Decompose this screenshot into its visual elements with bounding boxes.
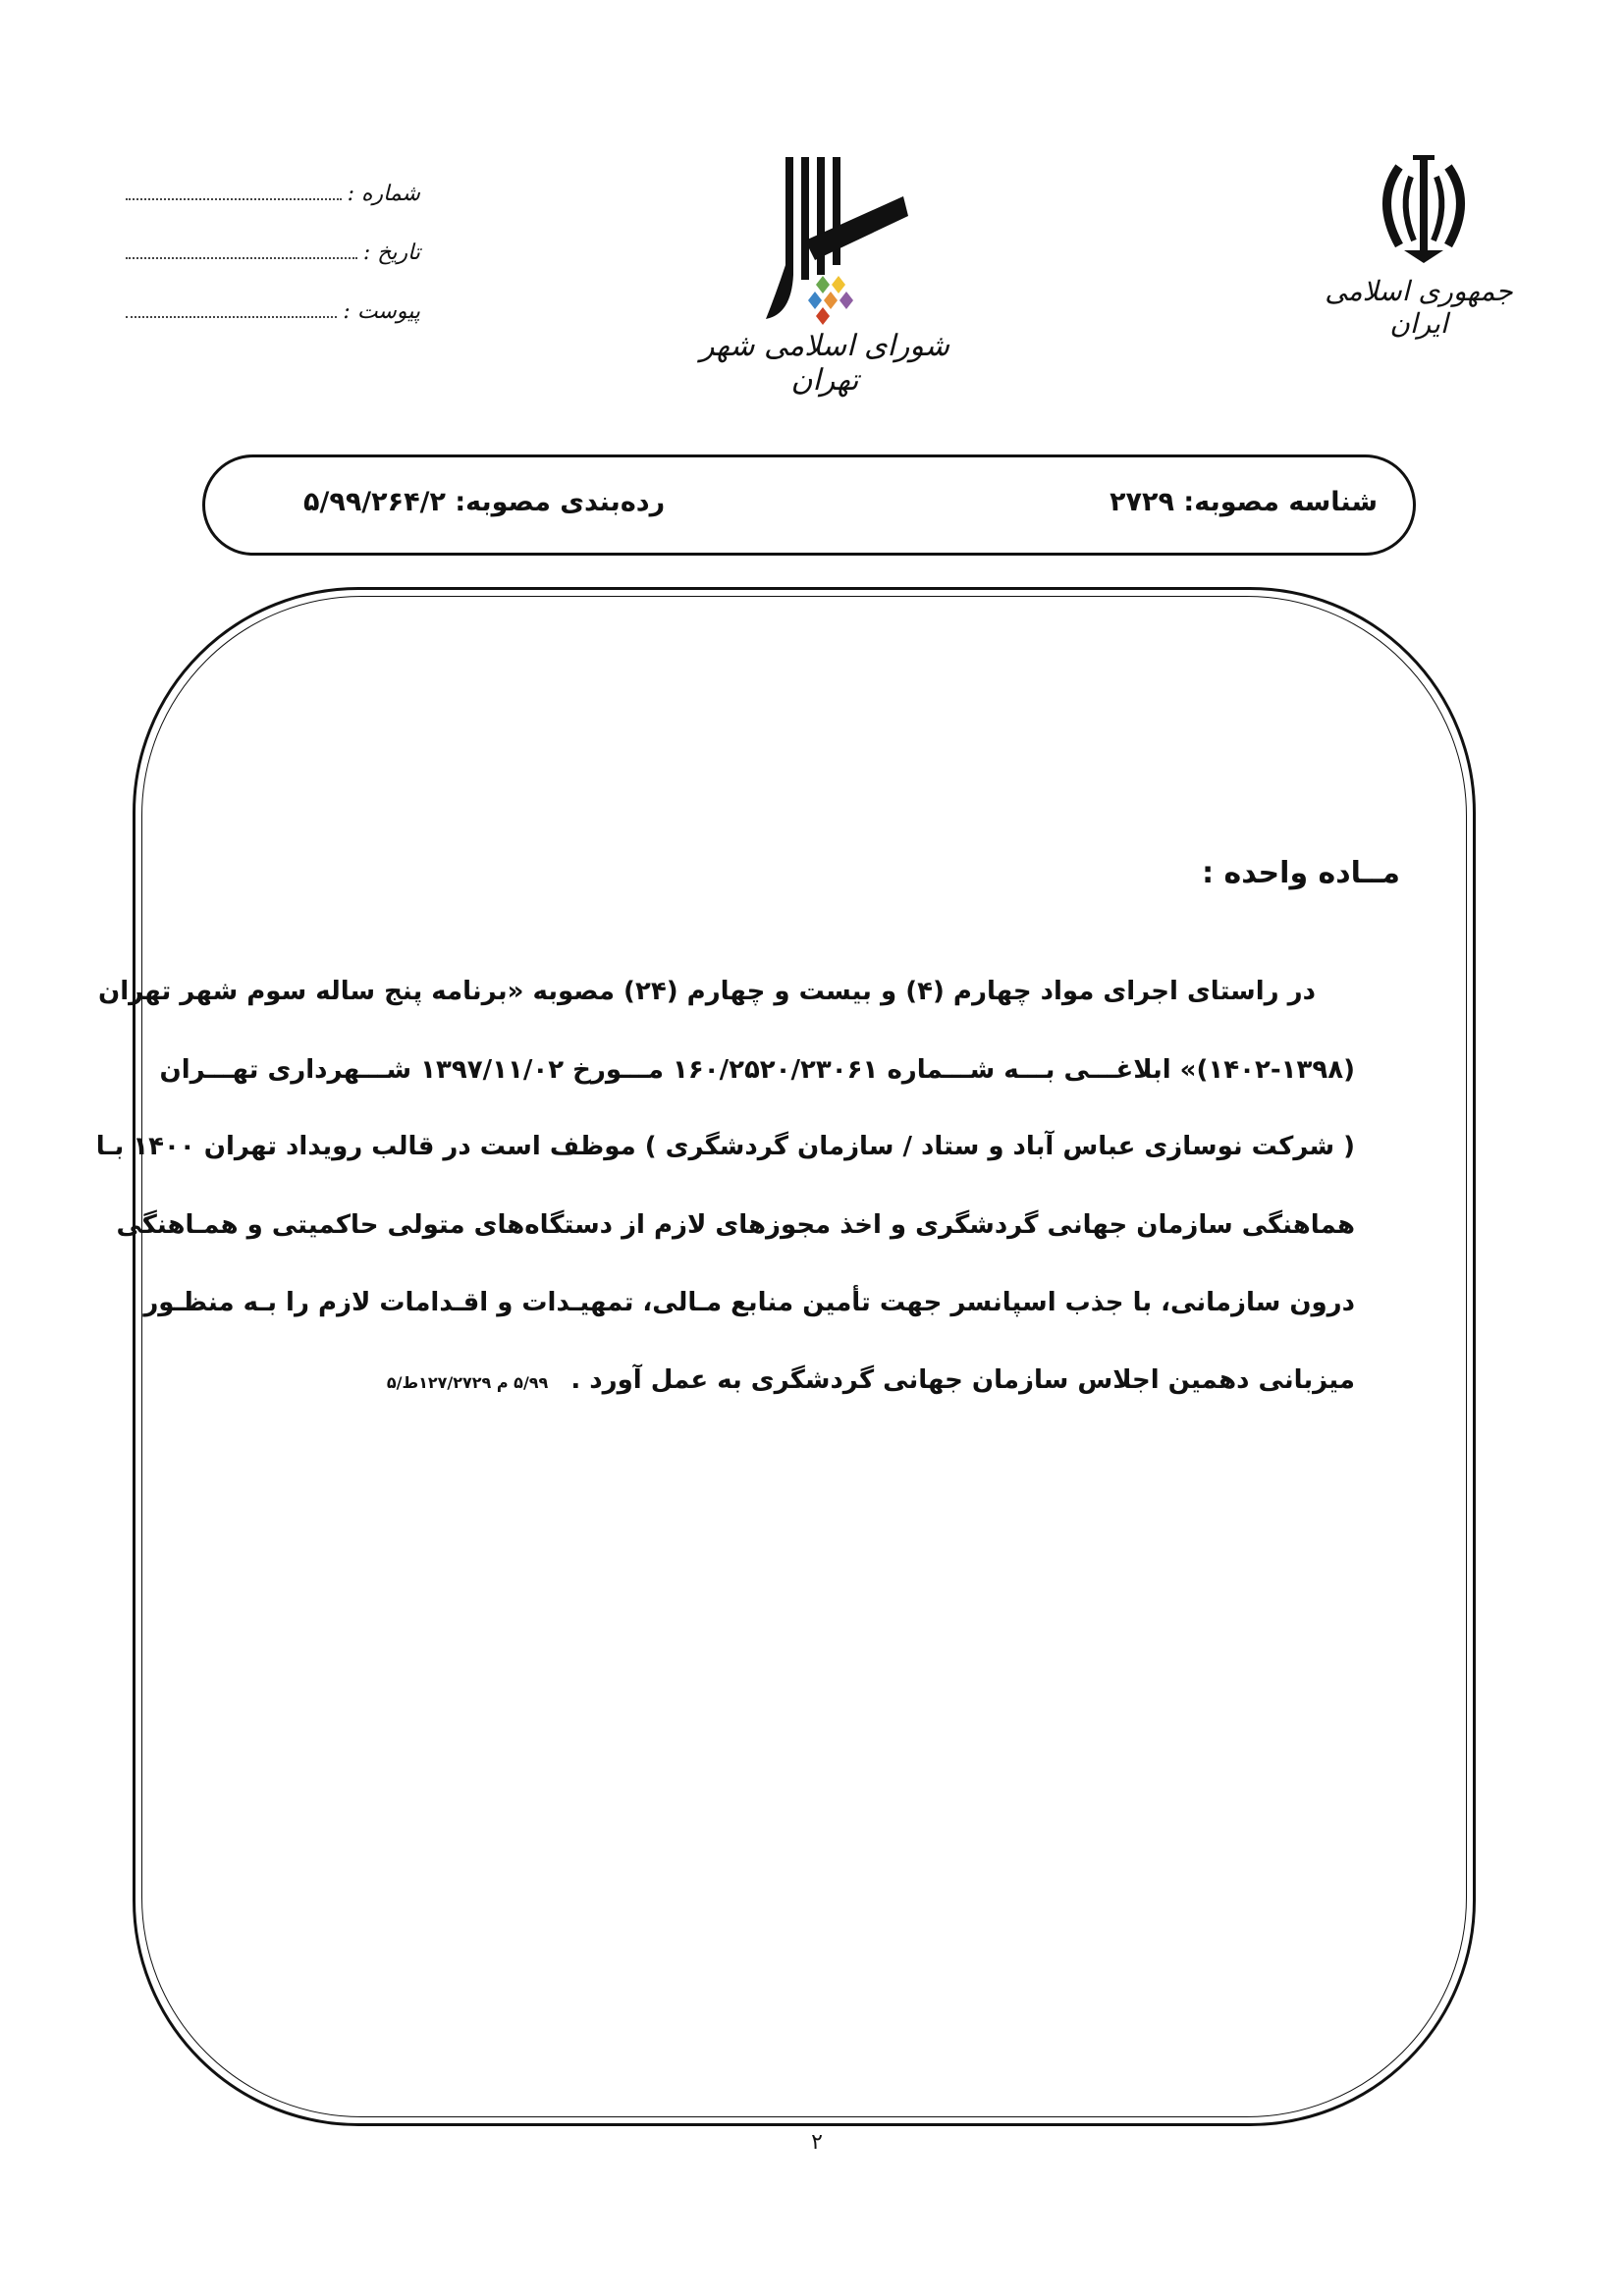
date-field <box>126 226 420 265</box>
tehran-council-logo <box>746 147 923 344</box>
article-heading: مــاده واحده : <box>1202 856 1400 890</box>
republic-name: جمهوری اسلامی ایران <box>1325 275 1513 340</box>
date-dotted-line <box>126 257 357 259</box>
logo-diamond <box>808 292 822 309</box>
logo-diamond <box>816 307 830 325</box>
date-label: تاریخ : <box>362 240 420 265</box>
body-line: هماهنگی سازمان جهانی گردشگری و اخذ مجوزهای لازم از دستگاه‌های متولی حاکمیتی و همـاهنگی <box>116 1210 1355 1240</box>
body-line-text: میزبانی دهمین اجلاس سازمان جهانی گردشگری به عمل آورد . <box>570 1365 1355 1395</box>
council-name: شورای اسلامی شهر تهران <box>700 329 949 398</box>
resolution-id: شناسه مصوبه: ۲۷۲۹ <box>1110 487 1378 517</box>
number-label: شماره : <box>347 182 420 206</box>
resolution-id-box <box>202 454 1416 556</box>
iran-emblem-icon <box>1370 147 1478 265</box>
body-line-last <box>234 1365 1355 1405</box>
number-dotted-line <box>126 198 342 200</box>
article-body <box>95 977 1355 1428</box>
logo-diamond <box>832 276 845 294</box>
reference-code: ۵/۹۹ م ۱۲۷/۲۷۲۹ط/۵ <box>386 1373 549 1392</box>
page-number: ۲ <box>811 2130 823 2155</box>
body-line: ( شرکت نوسازی عباس آباد و ستاد / سازمان گردشگری ) موظف است در قالب رویداد تهران ۱۴۰۰ بـا <box>95 1132 1355 1161</box>
body-line: درون سازمانی، با جذب اسپانسر جهت تأمین منابع مـالی، تمهیـدات و اقـدامات لازم را بـه منظـور <box>143 1288 1355 1317</box>
attachment-field <box>126 285 420 324</box>
number-field <box>126 167 420 206</box>
body-line: (۱۴۰۲-۱۳۹۸)» ابلاغـــی بـــه شـــماره ۱۶۰/۲۵۲۰/۲۳۰۶۱ مـــورخ ۱۳۹۷/۱۱/۰۲ شـــهرداری تهـــران <box>159 1055 1355 1085</box>
resolution-classification: رده‌بندی مصوبه: ۵/۹۹/۲۶۴/۲ <box>303 487 666 517</box>
logo-diamond <box>816 276 830 294</box>
attachment-label: پیوست : <box>343 299 420 324</box>
logo-diamond <box>839 292 853 309</box>
body-line: در راستای اجرای مواد چهارم (۴) و بیست و چهارم (۲۴) مصوبه «برنامه پنج ساله سوم شهر تهران <box>98 977 1316 1006</box>
logo-diamond <box>824 292 838 309</box>
attachment-dotted-line <box>126 316 337 318</box>
